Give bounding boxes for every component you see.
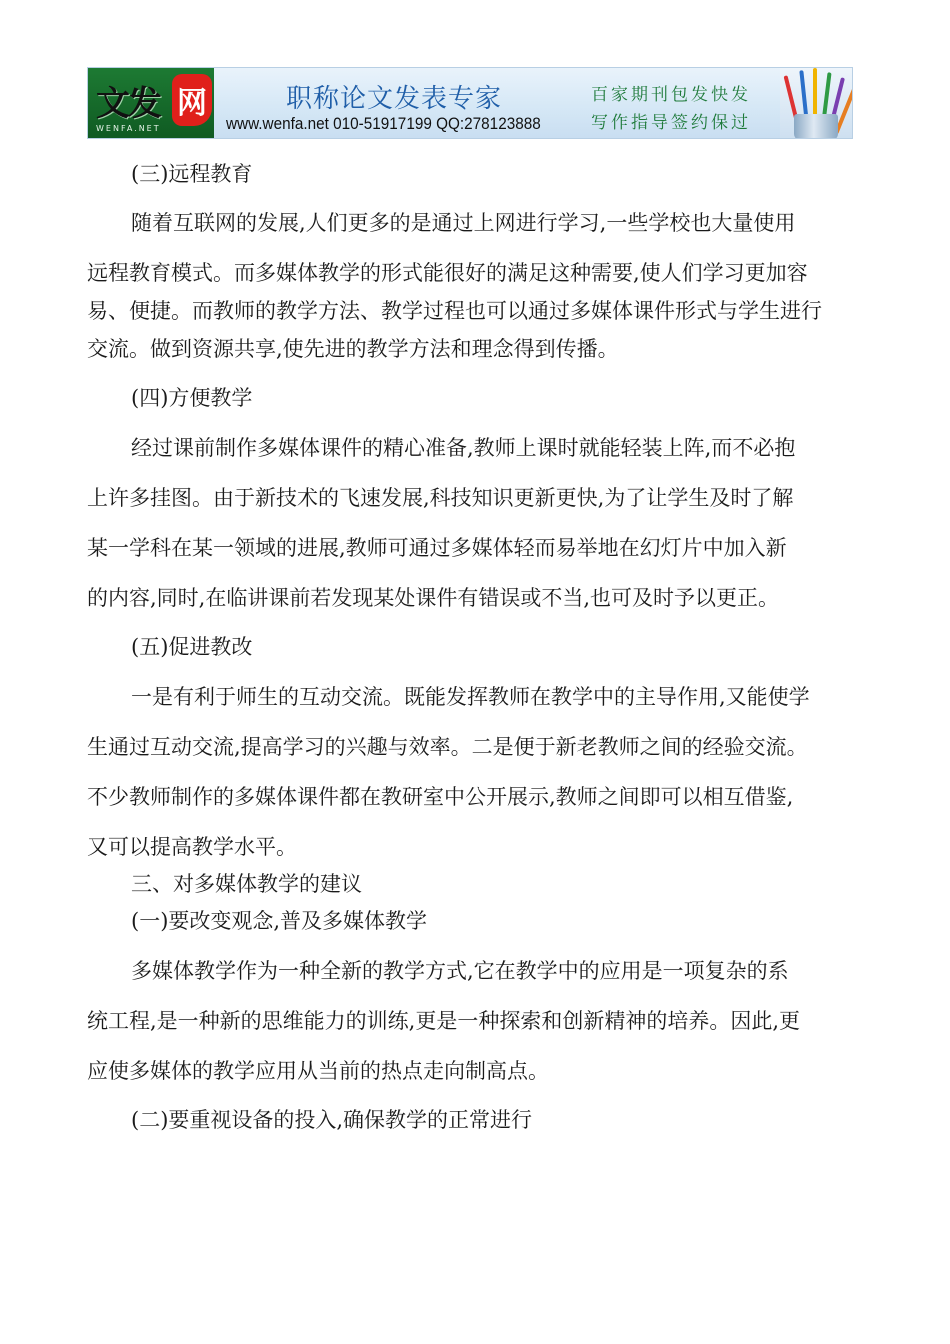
banner-title: 职称论文发表专家 [286,84,503,114]
banner-contact: www.wenfa.net 010-51917199 QQ:278123888 [226,114,541,133]
paragraph-line: 经过课前制作多媒体课件的精心准备,教师上课时就能轻装上阵,而不必抱 [131,436,796,460]
section-heading: (一)要改变观念,普及多媒体教学 [131,909,428,933]
paragraph-line: 应使多媒体的教学应用从当前的热点走向制高点。 [87,1059,549,1083]
wenfa-logo[interactable] [88,68,214,139]
paragraph-line: 易、便捷。而教师的教学方法、教学过程也可以通过多媒体课件形式与学生进行 [87,299,822,323]
paragraph-line: 随着互联网的发展,人们更多的是通过上网进行学习,一些学校也大量使用 [131,211,796,235]
logo-text: 文发 [96,84,160,124]
banner-slogan-line2: 写作指导签约保过 [591,113,751,133]
paragraph-line: 又可以提高教学水平。 [87,835,297,859]
paragraph-line: 的内容,同时,在临讲课前若发现某处课件有错误或不当,也可及时予以更正。 [87,586,780,610]
paragraph-line: 交流。做到资源共享,使先进的教学方法和理念得到传播。 [87,337,619,361]
section-heading: (五)促进教改 [131,635,253,659]
paragraph-line: 不少教师制作的多媒体课件都在教研室中公开展示,教师之间即可以相互借鉴, [87,785,794,809]
banner-slogan-line1: 百家期刊包发快发 [591,85,751,105]
paragraph-line: 远程教育模式。而多媒体教学的形式能很好的满足这种需要,使人们学习更加容 [87,261,808,285]
paragraph-line: 一是有利于师生的互动交流。既能发挥教师在教学中的主导作用,又能使学 [131,685,810,709]
logo-badge: 网 [172,74,212,126]
paragraph-line: 多媒体教学作为一种全新的教学方式,它在教学中的应用是一项复杂的系 [131,959,789,983]
paragraph-line: 上许多挂图。由于新技术的飞速发展,科技知识更新更快,为了让学生及时了解 [87,486,794,510]
chapter-heading: 三、对多媒体教学的建议 [131,872,362,896]
section-heading: (三)远程教育 [131,162,253,186]
logo-subtitle: WENFA.NET [96,124,161,133]
pencil-cup-icon [780,68,852,139]
section-heading: (四)方便教学 [131,386,253,410]
section-heading: (二)要重视设备的投入,确保教学的正常进行 [131,1108,533,1132]
paragraph-line: 某一学科在某一领域的进展,教师可通过多媒体轻而易举地在幻灯片中加入新 [87,536,787,560]
header-banner [87,67,853,139]
paragraph-line: 生通过互动交流,提高学习的兴趣与效率。二是便于新老教师之间的经验交流。 [87,735,808,759]
paragraph-line: 统工程,是一种新的思维能力的训练,更是一种探索和创新精神的培养。因此,更 [87,1009,801,1033]
